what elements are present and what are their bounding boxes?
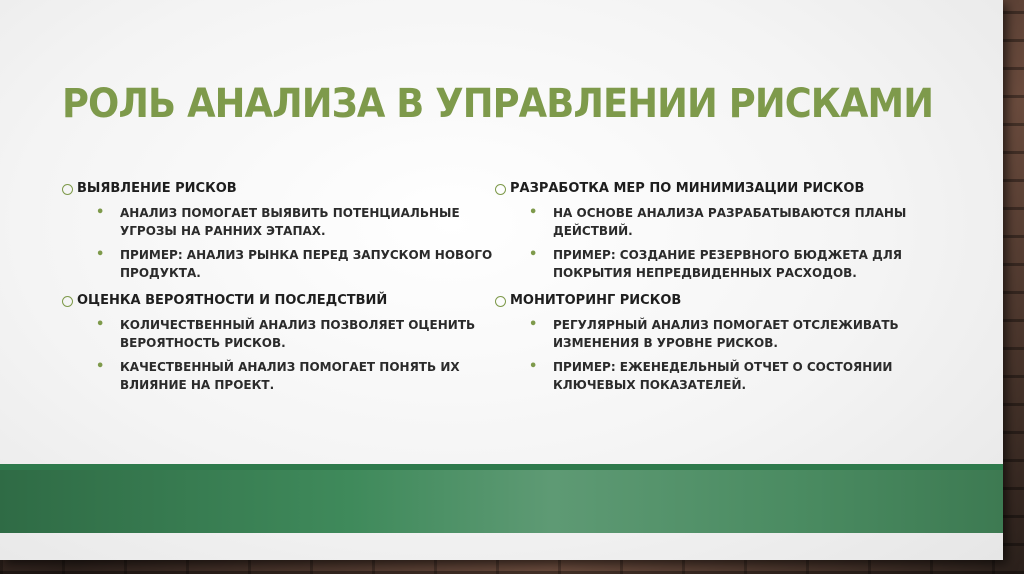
- circle-bullet-icon: [62, 184, 73, 195]
- bullet-item: [529, 204, 935, 240]
- bullet-dot-icon: •: [529, 205, 538, 220]
- bullet-item: [529, 316, 935, 352]
- bullet-item: [96, 316, 502, 352]
- bullet-item: [529, 358, 935, 394]
- bullet-text: АНАЛИЗ ПОМОГАЕТ ВЫЯВИТЬ ПОТЕНЦИАЛЬНЫЕ УГРОЗЫ НА РАННИХ ЭТАПАХ.: [120, 206, 460, 238]
- bullet-text: ПРИМЕР: СОЗДАНИЕ РЕЗЕРВНОГО БЮДЖЕТА ДЛЯ ПОКРЫТИЯ НЕПРЕДВИДЕННЫХ РАСХОДОВ.: [553, 248, 903, 280]
- bullet-dot-icon: •: [529, 359, 538, 374]
- section-heading-text: ВЫЯВЛЕНИЕ РИСКОВ: [77, 181, 237, 196]
- bullet-text: РЕГУЛЯРНЫЙ АНАЛИЗ ПОМОГАЕТ ОТСЛЕЖИВАТЬ ИЗМЕНЕНИЯ В УРОВНЕ РИСКОВ.: [553, 318, 899, 350]
- bullet-text: ПРИМЕР: ЕЖЕНЕДЕЛЬНЫЙ ОТЧЕТ О СОСТОЯНИИ КЛЮЧЕВЫХ ПОКАЗАТЕЛЕЙ.: [553, 360, 893, 392]
- bullet-text: КАЧЕСТВЕННЫЙ АНАЛИЗ ПОМОГАЕТ ПОНЯТЬ ИХ ВЛИЯНИЕ НА ПРОЕКТ.: [120, 360, 460, 392]
- section-heading-text: ОЦЕНКА ВЕРОЯТНОСТИ И ПОСЛЕДСТВИЙ: [77, 293, 388, 308]
- section-heading: [62, 292, 502, 310]
- footer-band: [0, 470, 1003, 533]
- slide-title: РОЛЬ АНАЛИЗА В УПРАВЛЕНИИ РИСКАМИ: [62, 81, 934, 127]
- circle-bullet-icon: [495, 296, 506, 307]
- bullet-text: КОЛИЧЕСТВЕННЫЙ АНАЛИЗ ПОЗВОЛЯЕТ ОЦЕНИТЬ ВЕРОЯТНОСТЬ РИСКОВ.: [120, 318, 476, 350]
- bullet-text: НА ОСНОВЕ АНАЛИЗА РАЗРАБАТЫВАЮТСЯ ПЛАНЫ ДЕЙСТВИЙ.: [553, 206, 907, 238]
- section-heading-text: РАЗРАБОТКА МЕР ПО МИНИМИЗАЦИИ РИСКОВ: [510, 181, 865, 196]
- circle-bullet-icon: [62, 296, 73, 307]
- right-column: [495, 180, 935, 404]
- bullet-dot-icon: •: [96, 247, 105, 262]
- section-risk-mitigation: [495, 180, 935, 282]
- bullet-dot-icon: •: [529, 317, 538, 332]
- bullet-item: [96, 204, 502, 240]
- bullet-dot-icon: •: [529, 247, 538, 262]
- bullet-item: [529, 246, 935, 282]
- bullet-item: [96, 358, 502, 394]
- bullet-item: [96, 246, 502, 282]
- left-column: [62, 180, 502, 404]
- bullet-dot-icon: •: [96, 359, 105, 374]
- section-risk-monitoring: [495, 292, 935, 394]
- section-heading: [495, 180, 935, 198]
- section-heading-text: МОНИТОРИНГ РИСКОВ: [510, 293, 682, 308]
- bullet-dot-icon: •: [96, 205, 105, 220]
- circle-bullet-icon: [495, 184, 506, 195]
- bullet-dot-icon: •: [96, 317, 105, 332]
- section-risk-identification: [62, 180, 502, 282]
- bullet-text: ПРИМЕР: АНАЛИЗ РЫНКА ПЕРЕД ЗАПУСКОМ НОВОГО ПРОДУКТА.: [120, 248, 493, 280]
- section-heading: [62, 180, 502, 198]
- section-probability-assessment: [62, 292, 502, 394]
- section-heading: [495, 292, 935, 310]
